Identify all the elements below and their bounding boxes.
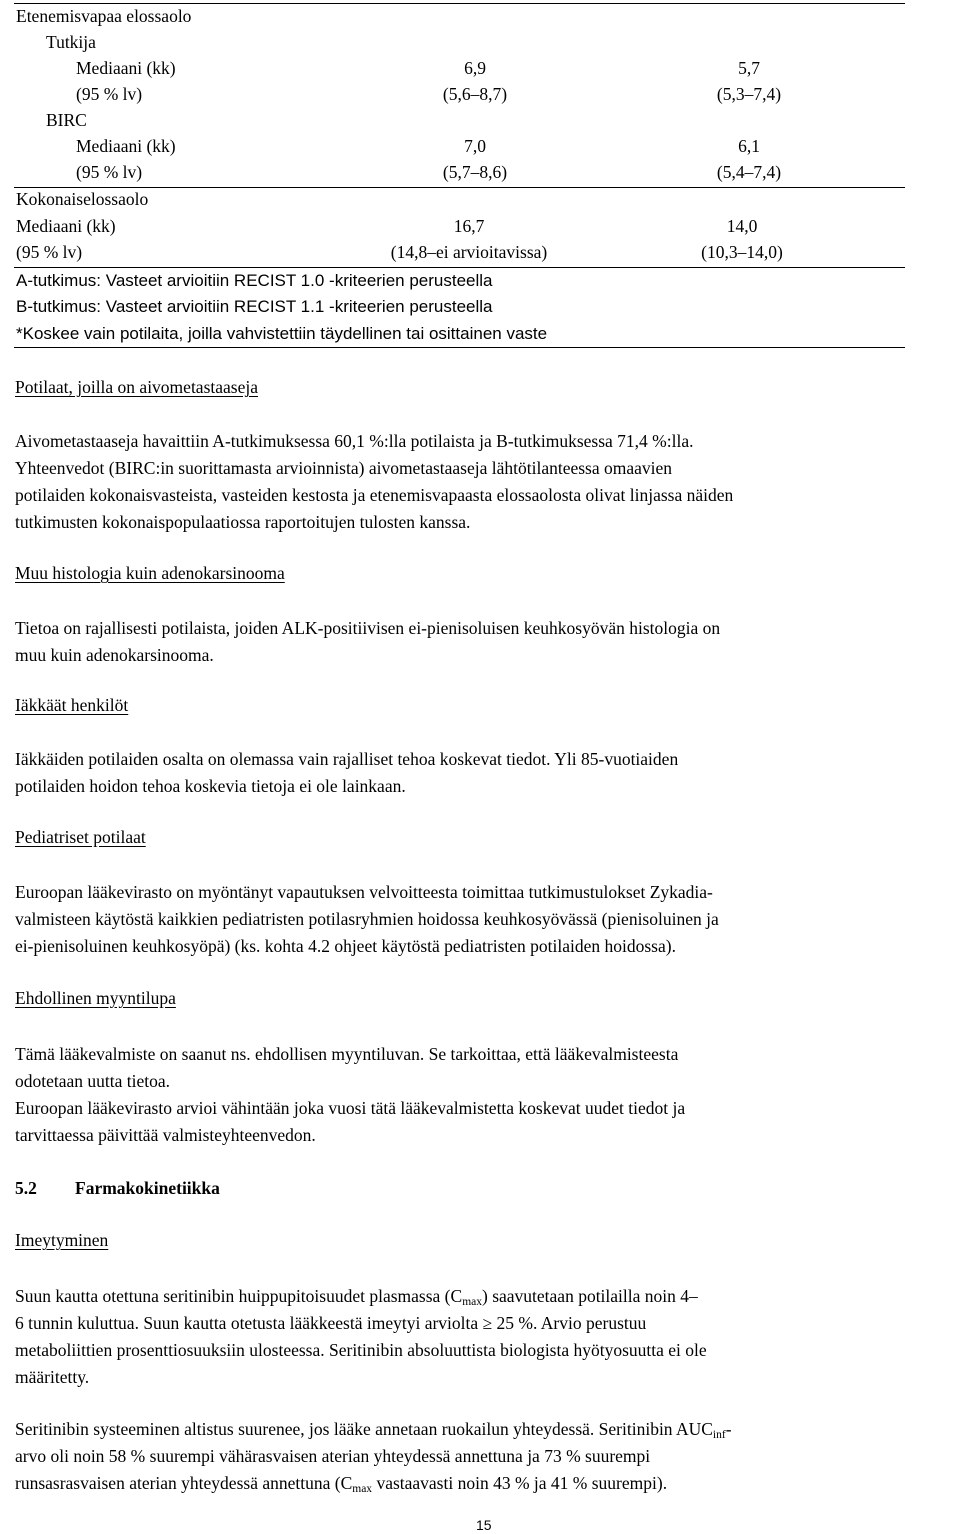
efs-heading: Etenemisvapaa elossaolo <box>16 6 192 26</box>
pediatric-heading: Pediatriset potilaat <box>15 827 146 847</box>
text-line: valmisteen käytöstä kaikkien pediatristen potilasryhmien hoidossa keuhkosyövässä (pienisoluinen ja <box>15 909 719 929</box>
birc-ci-label: (95 % lv) <box>76 162 143 182</box>
text-line: Tietoa on rajallisesti potilaista, joiden ALK-positiivisen ei-pienisoluisen keuhkosyövän histologia on <box>15 618 721 638</box>
text-line: Euroopan lääkevirasto arvioi vähintään joka vuosi tätä lääkevalmistetta koskevat uudet tiedot ja <box>15 1098 686 1118</box>
os-median-label: Mediaani (kk) <box>16 216 116 236</box>
text-line: potilaiden kokonaisvasteista, vasteiden kestosta ja etenemisvapaasta elossaolosta olivat linjassa näiden <box>15 485 734 505</box>
text-line: määritetty. <box>15 1367 90 1387</box>
table-mid-rule <box>14 187 905 188</box>
birc-a-median: 7,0 <box>464 136 486 156</box>
os-b-ci: (10,3–14,0) <box>701 242 783 262</box>
tutkija-label: Tutkija <box>46 32 96 52</box>
text-line: Seritinibin systeeminen altistus suurenee, jos lääke annetaan ruokailun yhteydessä. Seritinibin $AUC_{inf}-$ <box>15 1419 732 1441</box>
table-bottom-rule <box>14 347 905 348</box>
footnote-star: *Koskee vain potilaita, joilla vahvistettiin täydellinen tai osittainen vaste <box>16 324 548 343</box>
text-line: odotetaan uutta tietoa. <box>15 1071 171 1091</box>
text-line: tarvittaessa päivittää valmisteyhteenvedon. <box>15 1125 316 1145</box>
text-line: tutkimusten kokonaispopulaatiossa raportoitujen tulosten kanssa. <box>15 512 471 532</box>
page-number: 15 <box>476 1517 492 1533</box>
section-title: Farmakokinetiikka <box>75 1178 220 1198</box>
text-line: metaboliittien prosenttiosuuksiin ulosteessa. Seritinibin absoluuttista biologista hyötyosuutta ei ole <box>15 1340 707 1360</box>
birc-label: BIRC <box>46 110 87 130</box>
text-line: Tämä lääkevalmiste on saanut ns. ehdollisen myyntiluvan. Se tarkoittaa, että lääkevalmisteesta <box>15 1044 679 1064</box>
os-b-median: 14,0 <box>726 216 758 236</box>
absorption-paragraph-2 <box>15 1416 960 1497</box>
table-foot-rule <box>14 267 905 268</box>
footnote-b: B-tutkimus: Vasteet arvioitiin RECIST 1.1 -kriteerien perusteella <box>16 297 493 316</box>
table-top-rule <box>14 3 905 4</box>
birc-b-median: 6,1 <box>738 136 760 156</box>
text-line: Yhteenvedot (BIRC:in suorittamasta arvioinnista) aivometastaaseja lähtötilanteessa omaavien <box>15 458 673 478</box>
tutkija-b-median: 5,7 <box>738 58 760 78</box>
greater-equal-symbol: ≥ <box>482 1313 493 1333</box>
tutkija-ci-label: (95 % lv) <box>76 84 143 104</box>
text-line: muu kuin adenokarsinooma. <box>15 645 214 665</box>
os-ci-label: (95 % lv) <box>16 242 83 262</box>
text-line: 6 tunnin kuluttua. Suun kautta otetusta lääkkeestä imeytyi arviolta ≥ 25 %. Arvio perustuu <box>15 1313 647 1333</box>
brain-metastases-heading: Potilaat, joilla on aivometastaaseja <box>15 377 258 397</box>
histology-paragraph <box>15 615 960 669</box>
text-line: Suun kautta otettuna seritinibin huippupitoisuudet plasmassa $(C_{max})$ saavutetaan potilailla noin 4– <box>15 1286 698 1308</box>
elderly-paragraph <box>15 746 960 800</box>
tutkija-a-median: 6,9 <box>464 58 486 78</box>
section-number: 5.2 <box>15 1178 37 1198</box>
text-line: ei-pienisoluinen keuhkosyöpä) (ks. kohta 4.2 ohjeet käytöstä pediatristen potilaiden hoidossa). <box>15 936 676 956</box>
section-5-2-heading <box>15 1178 220 1199</box>
elderly-heading: Iäkkäät henkilöt <box>15 695 129 715</box>
footnote-a: A-tutkimus: Vasteet arvioitiin RECIST 1.0 -kriteerien perusteella <box>16 271 493 290</box>
os-a-median: 16,7 <box>453 216 485 236</box>
tutkija-median-label: Mediaani (kk) <box>76 58 176 78</box>
tutkija-a-ci: (5,6–8,7) <box>442 84 508 104</box>
text-line: Aivometastaaseja havaittiin A-tutkimuksessa 60,1 %:lla potilaista ja B-tutkimuksessa 71,4 %:lla. <box>15 431 694 451</box>
os-heading: Kokonaiselossaolo <box>16 189 149 209</box>
pediatric-paragraph <box>15 879 960 960</box>
text-line: runsasrasvaisen aterian yhteydessä annettuna ($C_{max}$ vastaavasti noin 43 % ja 41 % suurempi). <box>15 1473 668 1495</box>
text-line: Euroopan lääkevirasto on myöntänyt vapautuksen velvoitteesta toimittaa tutkimustulokset Zykadia- <box>15 882 713 902</box>
absorption-heading: Imeytyminen <box>15 1230 109 1250</box>
text-line: Iäkkäiden potilaiden osalta on olemassa vain rajalliset tehoa koskevat tiedot. Yli 85-vuotiaiden <box>15 749 679 769</box>
birc-a-ci: (5,7–8,6) <box>442 162 508 182</box>
absorption-paragraph-1 <box>15 1283 960 1391</box>
text-line: potilaiden hoidon tehoa koskevia tietoja ei ole lainkaan. <box>15 776 406 796</box>
birc-median-label: Mediaani (kk) <box>76 136 176 156</box>
tutkija-b-ci: (5,3–7,4) <box>716 84 782 104</box>
os-a-ci: (14,8–ei arvioitavissa) <box>390 242 548 262</box>
brain-metastases-paragraph <box>15 428 960 536</box>
conditional-approval-paragraph <box>15 1041 960 1149</box>
text-line: arvo oli noin 58 % suurempi vähärasvaisen aterian yhteydessä annettuna ja 73 % suurempi <box>15 1446 651 1466</box>
conditional-approval-heading: Ehdollinen myyntilupa <box>15 988 176 1008</box>
histology-heading: Muu histologia kuin adenokarsinooma <box>15 563 285 583</box>
birc-b-ci: (5,4–7,4) <box>716 162 782 182</box>
